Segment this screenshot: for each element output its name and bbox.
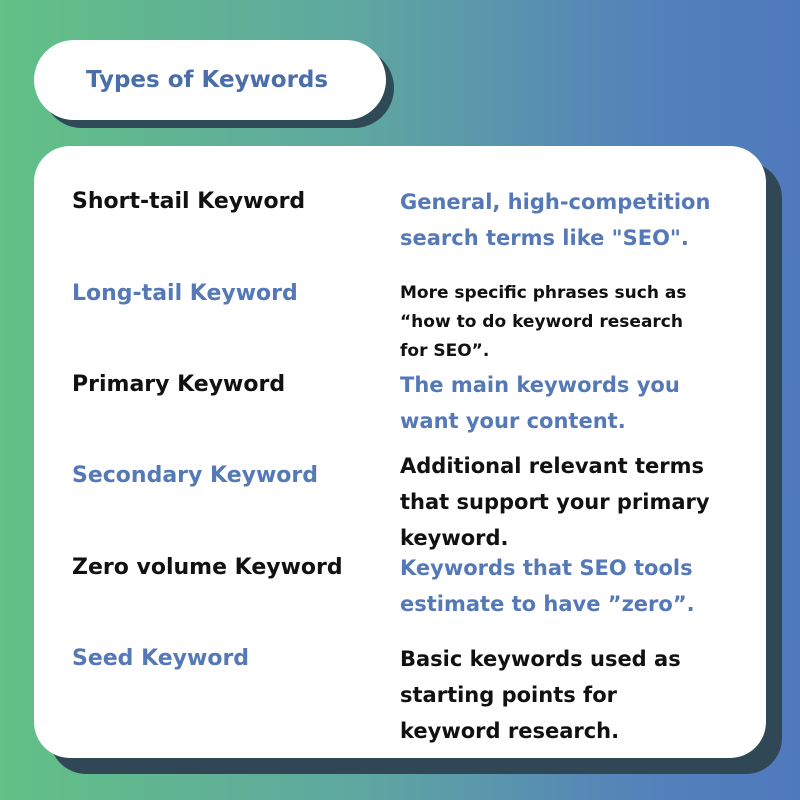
term-seed: Seed Keyword [72,646,250,671]
definition-zero-volume [400,550,750,622]
definition-line: keyword. [400,526,509,550]
keywords-card [34,146,766,758]
definition-line: keyword research. [400,719,620,743]
definition-line: want your content. [400,409,626,433]
definition-line: that support your primary [400,490,710,514]
definition-line: Additional relevant terms [400,454,705,478]
definition-line: More specific phrases such as [400,283,687,303]
definition-seed [400,641,750,749]
title-pill [34,40,386,120]
term-long-tail: Long-tail Keyword [72,281,298,306]
definition-line: estimate to have ”zero”. [400,592,695,616]
term-primary: Primary Keyword [72,372,286,397]
page-title: Types of Keywords [86,67,329,93]
definition-line: starting points for [400,683,617,707]
definition-secondary [400,448,750,556]
term-secondary: Secondary Keyword [72,463,318,488]
definition-line: Basic keywords used as [400,647,681,671]
definition-line: “how to do keyword research [400,312,683,332]
definition-line: The main keywords you [400,373,680,397]
definition-line: General, high-competition [400,190,711,214]
definition-line: Keywords that SEO tools [400,556,693,580]
definition-line: for SEO”. [400,341,490,361]
definition-short-tail [400,184,750,256]
definition-primary [400,367,750,439]
definition-line: search terms like "SEO". [400,226,689,250]
term-short-tail: Short-tail Keyword [72,189,306,214]
term-zero-volume: Zero volume Keyword [72,555,343,580]
definition-long-tail [400,279,750,366]
